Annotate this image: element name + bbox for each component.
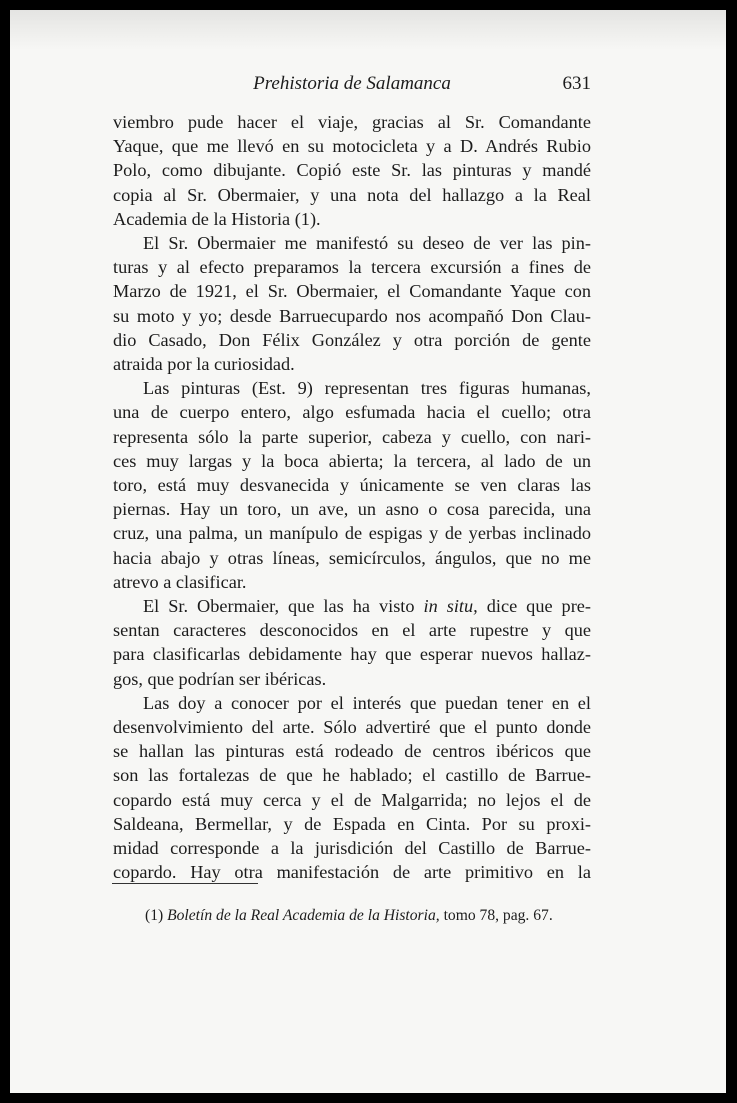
text-line: Polo, como dibujante. Copió este Sr. las pinturas y mandé (113, 160, 591, 181)
footnote-citation-detail: tomo 78, pag. 67. (443, 907, 553, 924)
text-line: Academia de la Historia (1). (113, 208, 321, 229)
text-line: hacia abajo y otras líneas, semicírculos, ángulos, que no me (113, 547, 591, 568)
text-line: son las fortalezas de que he hablado; el castillo de Barrue- (113, 765, 591, 786)
text-line: atraida por la curiosidad. (113, 354, 295, 375)
text-line: una de cuerpo entero, algo esfumada hacia el cuello; otra (113, 402, 591, 423)
text-line: atrevo a clasificar. (113, 571, 247, 592)
text-line: Las pinturas (Est. 9) representan tres figuras humanas, (143, 378, 591, 399)
text-line: cruz, una palma, un manípulo de espigas y de yerbas inclinado (113, 523, 591, 544)
text-line: ces muy largas y la boca abierta; la tercera, al lado de un (113, 450, 591, 471)
text-line: toro, está muy desvanecida y únicamente se ven claras las (113, 475, 591, 496)
text-line: gos, que podrían ser ibéricas. (113, 668, 327, 689)
running-header (113, 72, 591, 96)
footnote (145, 906, 595, 926)
text-line: Saldeana, Bermellar, y de Espada en Cinta. Por su proxi- (113, 813, 591, 834)
text-line: El Sr. Obermaier me manifestó su deseo de ver las pin- (143, 233, 591, 254)
text-segment: El Sr. Obermaier, que las ha visto (143, 596, 415, 617)
text-line: Las doy a conocer por el interés que puedan tener en el (143, 692, 591, 713)
text-line: midad corresponde a la jurisdición del Castillo de Barrue- (113, 838, 591, 859)
body-text (113, 110, 591, 885)
text-line: viembro pude hacer el viaje, gracias al Sr. Comandante (113, 112, 591, 132)
text-line: desenvolvimiento del arte. Sólo advertiré que el punto donde (113, 717, 591, 738)
footnote-marker: (1) (145, 907, 164, 924)
text-line: sentan caracteres desconocidos en el arte rupestre y que (113, 620, 591, 641)
text-line: Marzo de 1921, el Sr. Obermaier, el Comandante Yaque con (113, 281, 591, 302)
page-number: 631 (562, 73, 591, 94)
text-segment: dice que pre- (486, 596, 591, 617)
text-line: piernas. Hay un toro, un ave, un asno o cosa parecida, una (113, 499, 591, 520)
text-line: dio Casado, Don Félix González y otra porción de gente (113, 329, 591, 350)
italic-phrase: in situ, (423, 596, 478, 617)
text-line: para clasificarlas debidamente hay que esperar nuevos hallaz- (113, 644, 591, 665)
text-line: copardo. Hay otra manifestación de arte primitivo en la (113, 862, 591, 883)
document-page (10, 10, 726, 1093)
text-line: Yaque, que me llevó en su motocicleta y a D. Andrés Rubio (113, 136, 591, 157)
text-line: turas y al efecto preparamos la tercera excursión a fines de (113, 257, 591, 278)
header-title: Prehistoria de Salamanca (253, 73, 451, 94)
text-line: se hallan las pinturas está rodeado de centros ibéricos que (113, 741, 591, 762)
text-line: copardo está muy cerca y el de Malgarrida; no lejos el de (113, 789, 591, 810)
text-line: representa sólo la parte superior, cabeza y cuello, con nari- (113, 426, 591, 447)
footnote-citation-title: Boletín de la Real Academia de la Historia, (167, 907, 440, 924)
scan-shading (10, 10, 726, 50)
text-line: copia al Sr. Obermaier, y una nota del hallazgo a la Real (113, 184, 591, 205)
footnote-separator (112, 883, 258, 884)
text-line: su moto y yo; desde Barruecupardo nos acompañó Don Clau- (113, 305, 591, 326)
text-line (113, 594, 591, 618)
